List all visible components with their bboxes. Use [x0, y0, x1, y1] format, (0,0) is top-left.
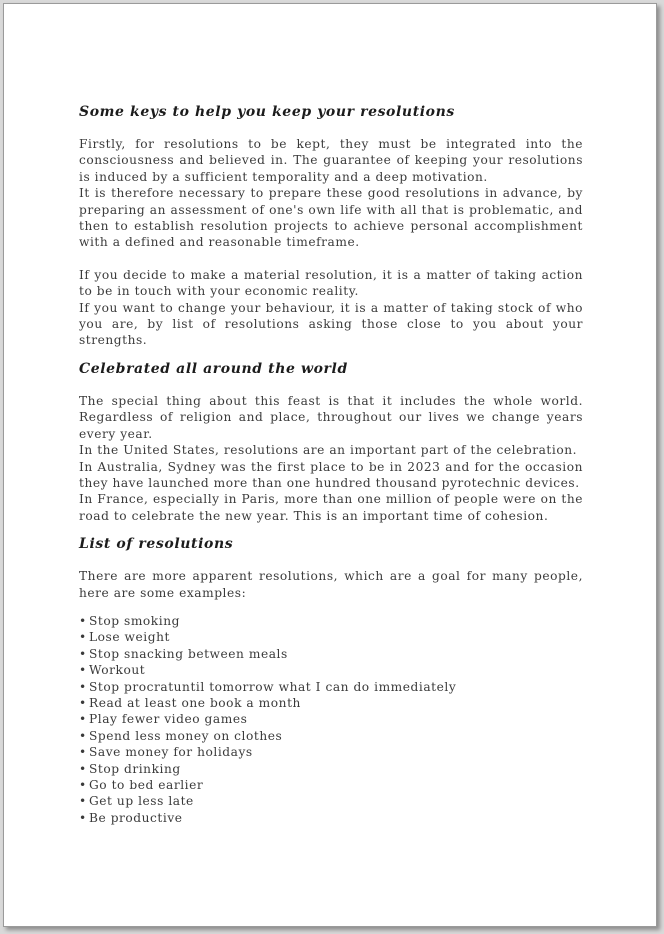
- bullet-icon: •: [79, 646, 87, 661]
- paragraph: If you want to change your behaviour, it is a matter of taking stock of who you are, by list of resolutions asking those close to you about your strengths.: [79, 300, 583, 348]
- list-item-text: Lose weight: [89, 630, 170, 645]
- bullet-icon: •: [79, 745, 87, 760]
- paragraph-group: [79, 568, 583, 601]
- document-content: [79, 100, 583, 826]
- list-item: [79, 728, 583, 744]
- list-item: [79, 744, 583, 760]
- list-item: [79, 695, 583, 711]
- bullet-icon: •: [79, 761, 87, 776]
- list-item: [79, 711, 583, 727]
- bullet-icon: •: [79, 695, 87, 710]
- section-celebrated: [79, 357, 583, 524]
- bullet-icon: •: [79, 663, 87, 678]
- section-keys: [79, 100, 583, 349]
- list-item-text: Go to bed earlier: [89, 778, 204, 792]
- section-heading: Celebrated all around the world: [79, 360, 348, 377]
- list-item-text: Stop smoking: [89, 613, 180, 628]
- list-item: [79, 646, 583, 662]
- document-page: [3, 3, 657, 927]
- list-item: [79, 777, 583, 793]
- section-heading: Some keys to help you keep your resolutions: [79, 104, 455, 120]
- list-item-text: Get up less late: [89, 794, 194, 809]
- list-item: [79, 810, 583, 826]
- bullet-icon: •: [79, 810, 87, 825]
- list-item: [79, 629, 583, 645]
- list-item: [79, 793, 583, 809]
- list-item: [79, 613, 583, 629]
- list-item-text: Save money for holidays: [89, 745, 253, 760]
- bullet-icon: •: [79, 679, 87, 694]
- bullet-icon: •: [79, 728, 87, 743]
- bullet-icon: •: [79, 630, 87, 645]
- list-item-text: Be productive: [89, 810, 183, 825]
- bullet-icon: •: [79, 613, 87, 628]
- paragraph: If you decide to make a material resolution, it is a matter of taking action to be in touch with your economic reality.: [79, 267, 583, 299]
- paragraph: Firstly, for resolutions to be kept, they must be integrated into the consciousness and believed in. The guarantee of keeping your resolutions is induced by a sufficient temporality and a deep motivation.: [79, 137, 583, 184]
- resolution-list: [79, 613, 583, 826]
- paragraph: In Australia, Sydney was the first place to be in 2023 and for the occasion they have launched more than one hundred thousand pyrotechnic devices.: [79, 459, 583, 490]
- list-item-text: Play fewer video games: [89, 712, 248, 727]
- paragraph-group: [79, 136, 583, 251]
- list-item-text: Spend less money on clothes: [89, 728, 283, 743]
- paragraph-group: [79, 393, 583, 524]
- bullet-icon: •: [79, 712, 87, 727]
- list-item-text: Stop snacking between meals: [89, 646, 288, 661]
- paragraph: In France, especially in Paris, more than one million of people were on the road to celebrate the new year. This is an important time of cohesion.: [79, 492, 583, 523]
- paragraph: The special thing about this feast is that it includes the whole world. Regardless of religion and place, throughout our lives we change years every year.: [79, 393, 583, 441]
- list-item-text: Stop procratuntil tomorrow what I can do immediately: [89, 679, 457, 694]
- paragraph-group: [79, 267, 583, 349]
- bullet-icon: •: [79, 778, 87, 792]
- section-list: [79, 532, 583, 826]
- list-item: [79, 662, 583, 678]
- paragraph: In the United States, resolutions are an important part of the celebration.: [79, 443, 578, 458]
- list-item-text: Workout: [89, 663, 146, 678]
- list-item: [79, 761, 583, 777]
- list-intro: There are more apparent resolutions, which are a goal for many people, here are some examples:: [79, 569, 583, 600]
- paragraph: It is therefore necessary to prepare these good resolutions in advance, by preparing an assessment of one's own life with all that is problematic, and then to establish resolution projects to achieve personal accomplishment with a defined and reasonable timeframe.: [79, 186, 583, 250]
- bullet-icon: •: [79, 794, 87, 809]
- list-item-text: Stop drinking: [89, 761, 181, 776]
- list-item-text: Read at least one book a month: [89, 695, 301, 710]
- list-item: [79, 679, 583, 695]
- section-heading: List of resolutions: [79, 536, 234, 553]
